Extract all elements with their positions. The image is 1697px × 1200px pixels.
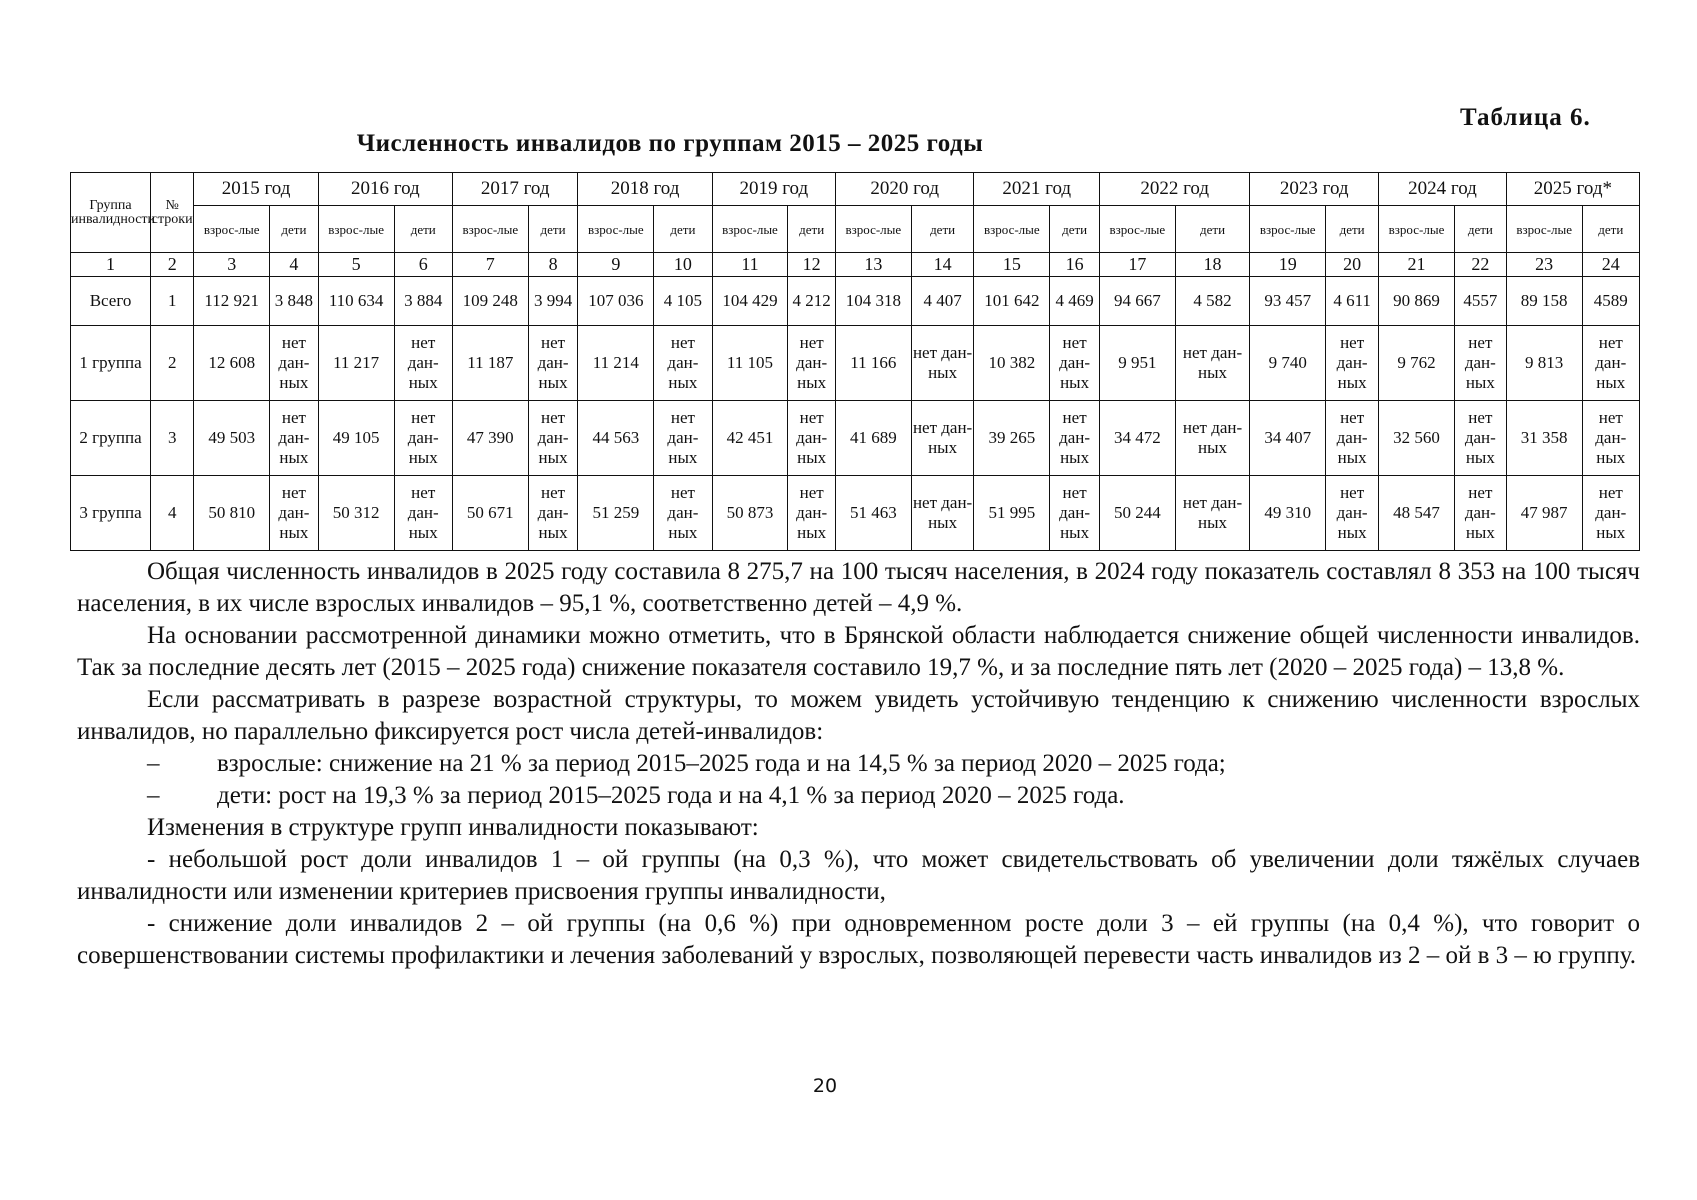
table-cell: 51 463	[835, 476, 911, 551]
no-data-cell: нет дан-ных	[528, 326, 578, 401]
table-cell: 11 217	[318, 326, 394, 401]
column-number: 12	[788, 253, 836, 277]
table-cell: 3 994	[528, 277, 578, 326]
subheader-children: дети	[911, 206, 974, 253]
subheader-adults: взрос-лые	[835, 206, 911, 253]
subheader-children: дети	[654, 206, 712, 253]
subheader-adults: взрос-лые	[1099, 206, 1175, 253]
subheader-adults: взрос-лые	[194, 206, 270, 253]
table-cell: 48 547	[1379, 476, 1455, 551]
no-data-cell: нет дан-ных	[270, 476, 319, 551]
column-number: 16	[1050, 253, 1100, 277]
subheader-adults: взрос-лые	[1250, 206, 1326, 253]
no-data-cell: нет дан-ных	[528, 401, 578, 476]
no-data-cell: нет дан-ных	[394, 326, 452, 401]
column-number: 2	[151, 253, 194, 277]
column-number: 9	[578, 253, 654, 277]
table-cell: 34 472	[1099, 401, 1175, 476]
table-cell: 49 310	[1250, 476, 1326, 551]
no-data-cell: нет дан-ных	[1050, 476, 1100, 551]
column-number-row	[71, 253, 1640, 277]
table-cell: 4 611	[1326, 277, 1379, 326]
column-number: 17	[1099, 253, 1175, 277]
page-number: 20	[812, 1075, 838, 1097]
subheader-adults: взрос-лые	[712, 206, 788, 253]
no-data-cell: нет дан-ных	[270, 326, 319, 401]
no-data-cell: нет дан-ных	[911, 476, 974, 551]
year-header: 2024 год	[1379, 173, 1507, 206]
table-cell: 9 951	[1099, 326, 1175, 401]
table-cell: 31 358	[1506, 401, 1582, 476]
column-number: 8	[528, 253, 578, 277]
year-header: 2018 год	[578, 173, 712, 206]
column-number: 15	[974, 253, 1050, 277]
subheader-children: дети	[1175, 206, 1250, 253]
table-cell: 11 105	[712, 326, 788, 401]
table-row	[71, 401, 1640, 476]
table-cell: 109 248	[452, 277, 528, 326]
table-cell: 50 244	[1099, 476, 1175, 551]
table-cell: 9 813	[1506, 326, 1582, 401]
dash-mark: –	[147, 782, 160, 809]
table-cell: 49 503	[194, 401, 270, 476]
subheader-children: дети	[1326, 206, 1379, 253]
no-data-cell: нет дан-ных	[654, 476, 712, 551]
row-number: 1	[151, 277, 194, 326]
row-label: Всего	[71, 277, 151, 326]
column-number: 23	[1506, 253, 1582, 277]
column-number: 22	[1454, 253, 1506, 277]
no-data-cell: нет дан-ных	[1050, 401, 1100, 476]
subheader-children: дети	[1454, 206, 1506, 253]
year-header: 2020 год	[835, 173, 974, 206]
dash-item	[77, 780, 1640, 812]
no-data-cell: нет дан-ных	[654, 326, 712, 401]
table-cell: 50 671	[452, 476, 528, 551]
column-number: 24	[1582, 253, 1639, 277]
subheader-children: дети	[394, 206, 452, 253]
subheader-row	[71, 206, 1640, 253]
table-cell: 11 187	[452, 326, 528, 401]
column-number: 7	[452, 253, 528, 277]
no-data-cell: нет дан-ных	[788, 401, 836, 476]
paragraph: На основании рассмотренной динамики можно отметить, что в Брянской области наблюдается снижение общей численности инвалидов. Так за последние десять лет (2015 – 2025 года) снижение показателя составило 19,7 %, и за последние пять лет (2020 – 2025 года) – 13,8 %.	[77, 622, 1640, 681]
no-data-cell: нет дан-ных	[788, 476, 836, 551]
subheader-children: дети	[528, 206, 578, 253]
table-cell: 51 259	[578, 476, 654, 551]
table-cell: 90 869	[1379, 277, 1455, 326]
no-data-cell: нет дан-ных	[1050, 326, 1100, 401]
subheader-adults: взрос-лые	[318, 206, 394, 253]
structure-item: - небольшой рост доли инвалидов 1 – ой группы (на 0,3 %), что может свидетельствовать об увеличении доли тяжёлых случаев инвалидности или изменении критериев присвоения группы инвалидности,	[77, 846, 1640, 905]
subheader-children: дети	[270, 206, 319, 253]
no-data-cell: нет дан-ных	[528, 476, 578, 551]
no-data-cell: нет дан-ных	[1454, 326, 1506, 401]
no-data-cell: нет дан-ных	[1326, 326, 1379, 401]
paragraph: Общая численность инвалидов в 2025 году составила 8 275,7 на 100 тысяч населения, в 2024 году показатель составлял 8 353 на 100 тысяч населения, в их числе взрослых инвалидов – 95,1 %, соответственно детей – 4,9 %.	[77, 558, 1640, 617]
no-data-cell: нет дан-ных	[1175, 401, 1250, 476]
no-data-cell: нет дан-ных	[911, 326, 974, 401]
table-label: Таблица 6.	[1460, 104, 1591, 131]
year-header: 2019 год	[712, 173, 835, 206]
year-header: 2021 год	[974, 173, 1100, 206]
row-number: 2	[151, 326, 194, 401]
row-number: 3	[151, 401, 194, 476]
table-cell: 4 407	[911, 277, 974, 326]
table-cell: 4 469	[1050, 277, 1100, 326]
table-cell: 51 995	[974, 476, 1050, 551]
no-data-cell: нет дан-ных	[1582, 476, 1639, 551]
subheader-children: дети	[1050, 206, 1100, 253]
column-number: 3	[194, 253, 270, 277]
no-data-cell: нет дан-ных	[1175, 476, 1250, 551]
disability-table	[70, 172, 1640, 551]
header-row-no: № строки	[151, 173, 194, 253]
table-row	[71, 277, 1640, 326]
table-cell: 93 457	[1250, 277, 1326, 326]
no-data-cell: нет дан-ных	[270, 401, 319, 476]
row-label: 3 группа	[71, 476, 151, 551]
year-header: 2025 год*	[1506, 173, 1639, 206]
no-data-cell: нет дан-ных	[394, 476, 452, 551]
subheader-adults: взрос-лые	[1379, 206, 1455, 253]
table-cell: 9 762	[1379, 326, 1455, 401]
table-cell: 107 036	[578, 277, 654, 326]
column-number: 21	[1379, 253, 1455, 277]
table-cell: 47 987	[1506, 476, 1582, 551]
table-cell: 101 642	[974, 277, 1050, 326]
row-label: 2 группа	[71, 401, 151, 476]
table-cell: 4557	[1454, 277, 1506, 326]
row-number: 4	[151, 476, 194, 551]
table-cell: 9 740	[1250, 326, 1326, 401]
year-header: 2023 год	[1250, 173, 1379, 206]
table-cell: 3 884	[394, 277, 452, 326]
no-data-cell: нет дан-ных	[394, 401, 452, 476]
dash-item-text: взрослые: снижение на 21 % за период 2015–2025 года и на 14,5 % за период 2020 – 2025 года;	[217, 750, 1226, 777]
no-data-cell: нет дан-ных	[1326, 401, 1379, 476]
subheader-adults: взрос-лые	[578, 206, 654, 253]
structure-item: - снижение доли инвалидов 2 – ой группы (на 0,6 %) при одновременном росте доли 3 – ей группы (на 0,4 %), что говорит о совершенствовании системы профилактики и лечения заболеваний у взрослых, позволяющей перевести часть инвалидов из 2 – ой в 3 – ю группу.	[77, 910, 1640, 969]
table-cell: 11 214	[578, 326, 654, 401]
column-number: 11	[712, 253, 788, 277]
no-data-cell: нет дан-ных	[1175, 326, 1250, 401]
subheader-adults: взрос-лые	[974, 206, 1050, 253]
body-text	[77, 556, 1640, 972]
year-header: 2022 год	[1099, 173, 1249, 206]
table-cell: 104 318	[835, 277, 911, 326]
table-cell: 112 921	[194, 277, 270, 326]
dash-item	[77, 748, 1640, 780]
dash-item-text: дети: рост на 19,3 % за период 2015–2025 года и на 4,1 % за период 2020 – 2025 года.	[217, 782, 1125, 809]
table-cell: 110 634	[318, 277, 394, 326]
table-cell: 4 212	[788, 277, 836, 326]
table-title: Численность инвалидов по группам 2015 – 2025 годы	[356, 130, 984, 157]
no-data-cell: нет дан-ных	[1582, 401, 1639, 476]
table-cell: 49 105	[318, 401, 394, 476]
no-data-cell: нет дан-ных	[788, 326, 836, 401]
no-data-cell: нет дан-ных	[1582, 326, 1639, 401]
year-header: 2017 год	[452, 173, 578, 206]
table-cell: 47 390	[452, 401, 528, 476]
column-number: 6	[394, 253, 452, 277]
column-number: 13	[835, 253, 911, 277]
subheader-adults: взрос-лые	[452, 206, 528, 253]
table-cell: 4 582	[1175, 277, 1250, 326]
subheader-children: дети	[788, 206, 836, 253]
column-number: 4	[270, 253, 319, 277]
no-data-cell: нет дан-ных	[1454, 401, 1506, 476]
paragraph: Если рассматривать в разрезе возрастной структуры, то можем увидеть устойчивую тенденцию к снижению численности взрослых инвалидов, но параллельно фиксируется рост числа детей-инвалидов:	[77, 686, 1640, 745]
column-number: 14	[911, 253, 974, 277]
table-cell: 89 158	[1506, 277, 1582, 326]
year-header-row	[71, 173, 1640, 206]
table-cell: 44 563	[578, 401, 654, 476]
table-cell: 50 312	[318, 476, 394, 551]
structure-intro: Изменения в структуре групп инвалидности показывают:	[147, 814, 759, 841]
dash-mark: –	[147, 750, 160, 777]
table-cell: 4589	[1582, 277, 1639, 326]
table-cell: 42 451	[712, 401, 788, 476]
no-data-cell: нет дан-ных	[654, 401, 712, 476]
table-cell: 3 848	[270, 277, 319, 326]
table-cell: 11 166	[835, 326, 911, 401]
year-header: 2015 год	[194, 173, 318, 206]
table-cell: 34 407	[1250, 401, 1326, 476]
table-cell: 12 608	[194, 326, 270, 401]
column-number: 1	[71, 253, 151, 277]
header-group: Группа инвалидности	[71, 173, 151, 253]
year-header: 2016 год	[318, 173, 452, 206]
table-cell: 50 873	[712, 476, 788, 551]
no-data-cell: нет дан-ных	[1326, 476, 1379, 551]
table-cell: 104 429	[712, 277, 788, 326]
subheader-children: дети	[1582, 206, 1639, 253]
column-number: 19	[1250, 253, 1326, 277]
no-data-cell: нет дан-ных	[1454, 476, 1506, 551]
table-row	[71, 476, 1640, 551]
table-cell: 41 689	[835, 401, 911, 476]
column-number: 20	[1326, 253, 1379, 277]
row-label: 1 группа	[71, 326, 151, 401]
table-cell: 94 667	[1099, 277, 1175, 326]
table-row	[71, 326, 1640, 401]
table-cell: 4 105	[654, 277, 712, 326]
column-number: 10	[654, 253, 712, 277]
no-data-cell: нет дан-ных	[911, 401, 974, 476]
table-cell: 50 810	[194, 476, 270, 551]
table-cell: 32 560	[1379, 401, 1455, 476]
column-number: 5	[318, 253, 394, 277]
column-number: 18	[1175, 253, 1250, 277]
subheader-adults: взрос-лые	[1506, 206, 1582, 253]
table-cell: 10 382	[974, 326, 1050, 401]
table-cell: 39 265	[974, 401, 1050, 476]
